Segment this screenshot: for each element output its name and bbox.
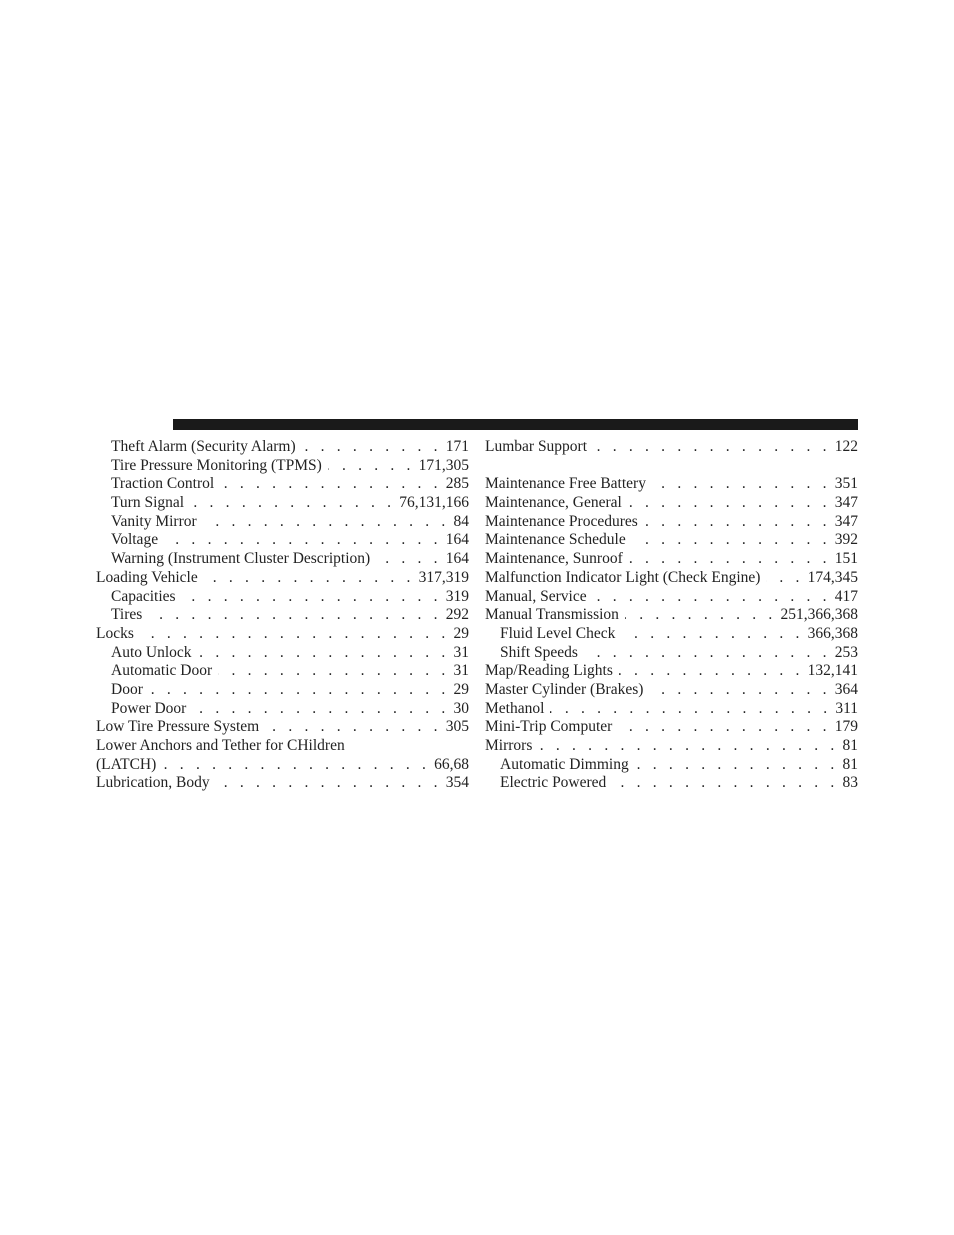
- entry-label: Mini-Trip Computer: [485, 718, 613, 736]
- index-entry: [485, 681, 858, 700]
- entry-label: Electric Powered: [500, 774, 607, 792]
- index-entry: [485, 550, 858, 569]
- index-entry: [96, 774, 469, 793]
- index-subentry: [96, 513, 469, 532]
- dot-leader: [182, 588, 442, 607]
- index-entry: [485, 737, 858, 756]
- entry-page-number: 122: [834, 438, 858, 455]
- dot-leader: [593, 438, 831, 457]
- entry-page-number: 251,366,368: [780, 606, 858, 624]
- index-entry: [485, 718, 858, 737]
- entry-page-number: 29: [453, 624, 469, 642]
- index-column-left: [96, 438, 469, 793]
- index-entry: [485, 475, 858, 494]
- entry-page-number: 305: [445, 718, 469, 736]
- index-subentry: [96, 550, 469, 569]
- entry-label: Voltage: [111, 531, 159, 549]
- entry-page-number: 66,68: [434, 755, 469, 773]
- entry-label: Maintenance Procedures: [485, 512, 638, 530]
- dot-leader: [198, 644, 450, 663]
- entry-page-number: 179: [834, 718, 858, 736]
- entry-page-number: 354: [445, 774, 469, 792]
- entry-page-number: 76,131,166: [399, 494, 469, 512]
- dot-leader: [376, 550, 442, 569]
- index-subentry: [96, 662, 469, 681]
- entry-page-number: 83: [842, 774, 858, 792]
- entry-label: Warning (Instrument Cluster Description): [111, 550, 371, 568]
- entry-page-number: 366,368: [807, 624, 858, 642]
- entry-page-number: 351: [834, 475, 858, 493]
- entry-label: Auto Unlock: [111, 643, 192, 661]
- index-entry: [96, 569, 469, 588]
- entry-label: Methanol: [485, 699, 545, 717]
- entry-page-number: 364: [834, 680, 858, 698]
- entry-page-number: 29: [453, 680, 469, 698]
- index-entry: [485, 662, 858, 681]
- entry-page-number: 417: [834, 587, 858, 605]
- entry-page-number: 253: [834, 643, 858, 661]
- entry-page-number: 164: [445, 531, 469, 549]
- dot-leader: [593, 588, 831, 607]
- entry-label: Lubrication, Body: [96, 774, 210, 792]
- index-entry: [485, 700, 858, 719]
- index-subentry: [96, 681, 469, 700]
- dot-leader: [612, 774, 838, 793]
- entry-page-number: 171,305: [418, 456, 469, 474]
- entry-label: Locks: [96, 624, 134, 642]
- entry-page-number: 347: [834, 494, 858, 512]
- entry-page-number: 81: [842, 737, 858, 754]
- index-subentry: [96, 475, 469, 494]
- entry-label: Mirrors: [485, 737, 533, 754]
- entry-page-number: 171: [445, 438, 469, 455]
- dot-leader: [619, 662, 804, 681]
- dot-leader: [766, 569, 803, 588]
- index-spacer: [485, 457, 858, 476]
- entry-label: Master Cylinder (Brakes): [485, 680, 644, 698]
- dot-leader: [204, 569, 415, 588]
- entry-label: Theft Alarm (Security Alarm): [111, 438, 296, 455]
- dot-leader: [162, 756, 430, 775]
- dot-leader: [216, 774, 442, 793]
- index-subentry: [485, 644, 858, 663]
- entry-label: Tire Pressure Monitoring (TPMS): [111, 456, 322, 474]
- index-subentry: [485, 756, 858, 775]
- dot-leader: [148, 606, 441, 625]
- dot-leader: [190, 494, 395, 513]
- entry-label: Manual, Service: [485, 587, 587, 605]
- index-entry: [485, 606, 858, 625]
- entry-page-number: 292: [445, 606, 469, 624]
- index-subentry: [485, 625, 858, 644]
- entry-label: Maintenance Free Battery: [485, 475, 646, 493]
- entry-label: Vanity Mirror: [111, 512, 197, 530]
- index-subentry: [96, 644, 469, 663]
- index-subentry: [96, 438, 469, 457]
- index-entry: [485, 569, 858, 588]
- entry-label: Map/Reading Lights: [485, 662, 613, 680]
- index-entry: [485, 513, 858, 532]
- dot-leader: [192, 700, 449, 719]
- header-rule: [173, 419, 858, 430]
- entry-page-number: 31: [453, 662, 469, 680]
- dot-leader: [635, 756, 839, 775]
- entry-page-number: 347: [834, 512, 858, 530]
- index-entry: [485, 531, 858, 550]
- entry-page-number: 392: [834, 531, 858, 549]
- index-entry: [96, 756, 469, 775]
- dot-leader: [649, 681, 830, 700]
- entry-label: Lumbar Support: [485, 438, 588, 455]
- index-subentry: [96, 494, 469, 513]
- dot-leader: [218, 662, 449, 681]
- dot-leader: [164, 531, 442, 550]
- dot-leader: [550, 700, 831, 719]
- entry-label: Manual Transmission: [485, 606, 619, 624]
- dot-leader: [629, 550, 831, 569]
- entry-label: Tires: [111, 606, 143, 624]
- entry-label: Malfunction Indicator Light (Check Engine): [485, 568, 761, 586]
- dot-leader: [632, 531, 831, 550]
- dot-leader: [628, 494, 831, 513]
- dot-leader: [625, 606, 777, 625]
- entry-label: Automatic Dimming: [500, 755, 629, 773]
- dot-leader: [220, 475, 442, 494]
- dot-leader: [644, 513, 831, 532]
- index-entry: [485, 588, 858, 607]
- index-entry: [96, 718, 469, 737]
- entry-page-number: 151: [834, 550, 858, 568]
- entry-label: Maintenance Schedule: [485, 531, 626, 549]
- dot-leader: [621, 625, 803, 644]
- dot-leader: [618, 718, 830, 737]
- entry-label: Lower Anchors and Tether for CHildren: [96, 737, 345, 754]
- entry-label: (LATCH): [96, 755, 157, 773]
- index-subentry: [96, 700, 469, 719]
- entry-page-number: 311: [835, 699, 858, 717]
- entry-page-number: 132,141: [807, 662, 858, 680]
- dot-leader: [140, 625, 450, 644]
- entry-page-number: 164: [445, 550, 469, 568]
- entry-label: Capacities: [111, 587, 176, 605]
- index-entry: [485, 438, 858, 457]
- entry-label: Fluid Level Check: [500, 624, 616, 642]
- index-subentry: [96, 588, 469, 607]
- dot-leader: [538, 737, 838, 756]
- index-entry: [96, 625, 469, 644]
- entry-page-number: 84: [453, 512, 469, 530]
- entry-page-number: 30: [453, 699, 469, 717]
- index-entry: [485, 494, 858, 513]
- index-column-right: [485, 438, 858, 793]
- dot-leader: [302, 438, 442, 457]
- entry-page-number: 285: [445, 475, 469, 493]
- dot-leader: [328, 457, 415, 476]
- dot-leader: [584, 644, 831, 663]
- entry-page-number: 317,319: [418, 568, 469, 586]
- index-subentry: [96, 531, 469, 550]
- dot-leader: [149, 681, 450, 700]
- entry-label: Maintenance, General: [485, 494, 622, 512]
- index-subentry: [96, 606, 469, 625]
- entry-label: Loading Vehicle: [96, 568, 198, 586]
- entry-label: Automatic Door: [111, 662, 213, 680]
- dot-leader: [652, 475, 831, 494]
- entry-label: Low Tire Pressure System: [96, 718, 260, 736]
- index-subentry: [96, 457, 469, 476]
- index-subentry: [485, 774, 858, 793]
- entry-page-number: 174,345: [807, 568, 858, 586]
- dot-leader: [265, 718, 442, 737]
- entry-label: Shift Speeds: [500, 643, 578, 661]
- entry-label: Power Door: [111, 699, 187, 717]
- entry-page-number: 319: [445, 587, 469, 605]
- entry-page-number: 31: [453, 643, 469, 661]
- entry-label: Door: [111, 680, 143, 698]
- entry-page-number: 81: [842, 755, 858, 773]
- entry-label: Maintenance, Sunroof: [485, 550, 623, 568]
- entry-label: Turn Signal: [111, 494, 185, 512]
- index-entry: [96, 737, 469, 756]
- entry-label: Traction Control: [111, 475, 215, 493]
- dot-leader: [203, 513, 450, 532]
